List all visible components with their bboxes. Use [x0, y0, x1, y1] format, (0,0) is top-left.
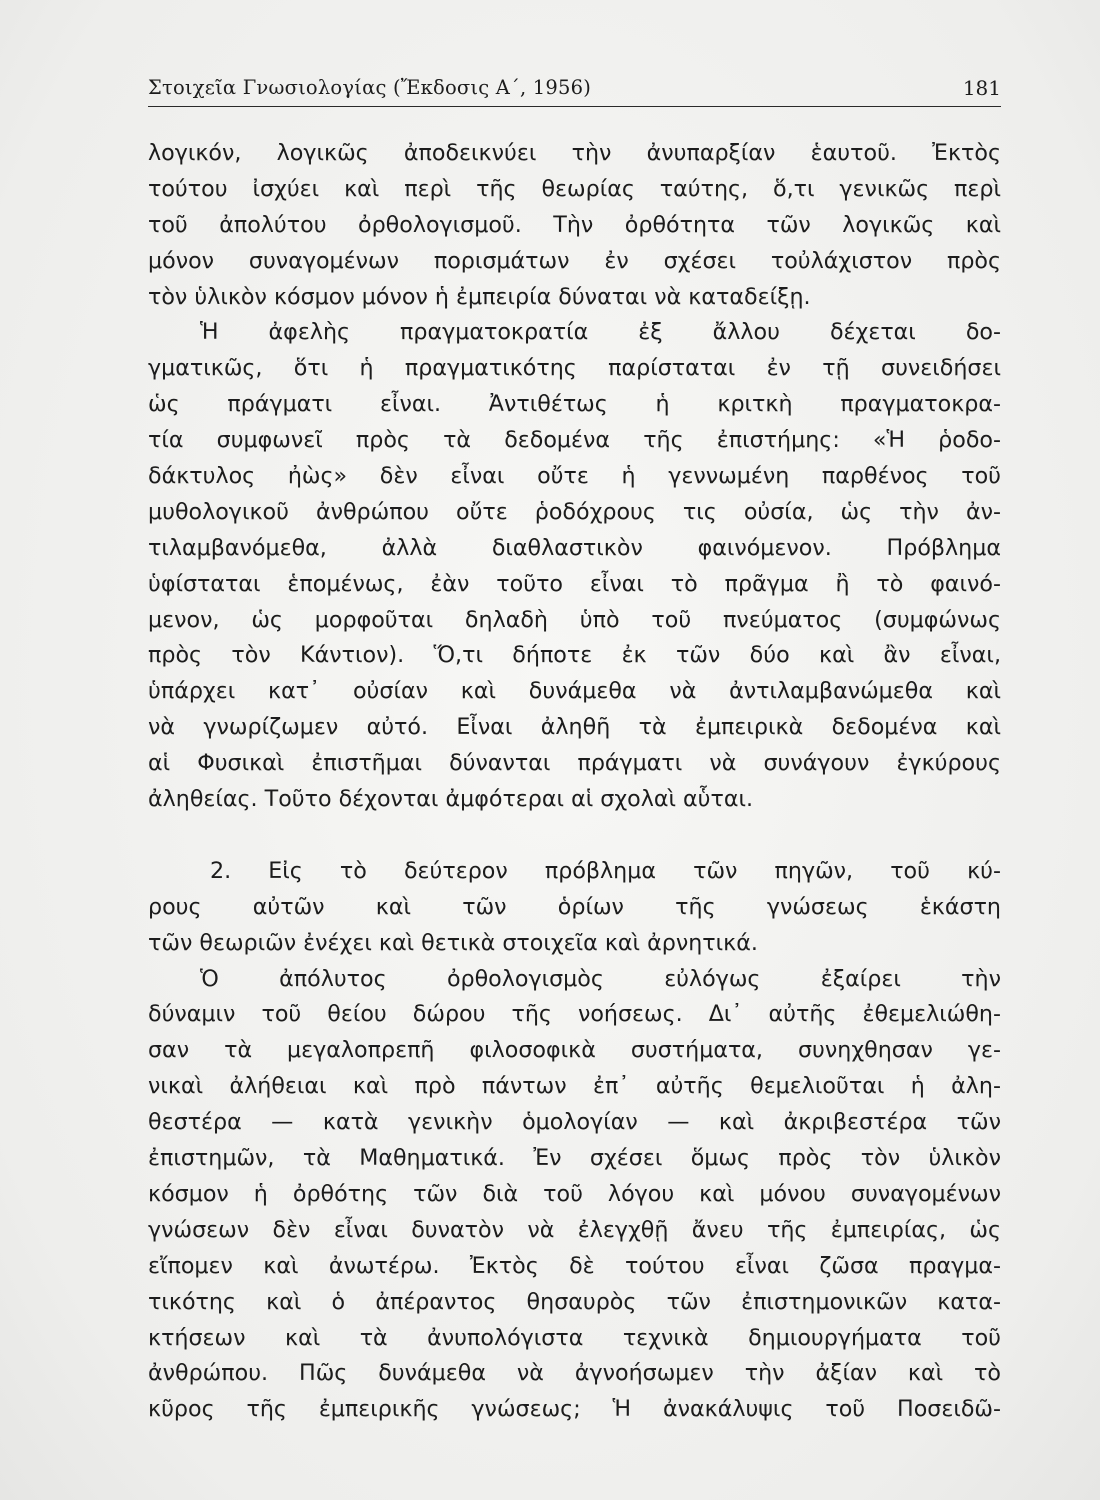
text-line: κῦρος τῆς ἐμπειρικῆς γνώσεως; Ἡ ἀνακάλυψις τοῦ Ποσειδῶ- — [148, 1396, 1001, 1423]
text-line: κόσμον ἡ ὀρθότης τῶν διὰ τοῦ λόγου καὶ μόνου συναγομένων — [148, 1180, 1001, 1207]
text-line: μενον, ὡς μορφοῦται δηλαδὴ ὑπὸ τοῦ πνεύματος (συμφώνως — [148, 606, 1001, 633]
text-line: τούτου ἰσχύει καὶ περὶ τῆς θεωρίας ταύτης, ὅ,τι γενικῶς περὶ — [148, 175, 1001, 202]
text-line: ἐπιστημῶν, τὰ Μαθηματικά. Ἐν σχέσει ὅμως πρὸς τὸν ὑλικὸν — [148, 1145, 1001, 1172]
text-line: σαν τὰ μεγαλοπρεπῆ φιλοσοφικὰ συστήματα, συνηχθησαν γε- — [148, 1037, 1001, 1064]
page-body — [148, 136, 1001, 1428]
text-line: Ἡ ἀφελὴς πραγματοκρατία ἐξ ἄλλου δέχεται δο- — [200, 319, 1001, 346]
running-header — [148, 72, 1001, 107]
text-line: ἀνθρώπου. Πῶς δυνάμεθα νὰ ἀγνοήσωμεν τὴν ἀξίαν καὶ τὸ — [148, 1360, 1001, 1387]
text-line: γνώσεων δὲν εἶναι δυνατὸν νὰ ἐλεγχθῇ ἄνευ τῆς ἐμπειρίας, ὡς — [148, 1216, 1001, 1243]
text-line: τῶν θεωριῶν ἐνέχει καὶ θετικὰ στοιχεῖα καὶ ἀρνητικά. — [148, 929, 758, 956]
text-line: θεστέρα — κατὰ γενικὴν ὁμολογίαν — καὶ ἀκριβεστέρα τῶν — [148, 1109, 1001, 1136]
text-line: Ὁ ἀπόλυτος ὀρθολογισμὸς εὐλόγως ἐξαίρει τὴν — [200, 965, 1001, 992]
text-line: τία συμφωνεῖ πρὸς τὰ δεδομένα τῆς ἐπιστήμης: «Ἡ ῥοδο- — [148, 427, 1001, 454]
text-line: εἴπομεν καὶ ἀνωτέρω. Ἐκτὸς δὲ τούτου εἶναι ζῶσα πραγμα- — [148, 1252, 1001, 1279]
text-line: κτήσεων καὶ τὰ ἀνυπολόγιστα τεχνικὰ δημιουργήματα τοῦ — [148, 1324, 1001, 1351]
text-line: νικαὶ ἀλήθειαι καὶ πρὸ πάντων ἐπ᾽ αὐτῆς θεμελιοῦται ἡ ἀλη- — [148, 1073, 1001, 1100]
text-line: νὰ γνωρίζωμεν αὐτό. Εἶναι ἀληθῆ τὰ ἐμπειρικὰ δεδομένα καὶ — [148, 714, 1001, 741]
text-line: δάκτυλος ἠὼς» δὲν εἶναι οὔτε ἡ γεννωμένη παρθένος τοῦ — [148, 463, 1001, 490]
text-line: τιλαμβανόμεθα, ἀλλὰ διαθλαστικὸν φαινόμενον. Πρόβλημα — [148, 534, 1001, 561]
text-line: πρὸς τὸν Κάντιον). Ὅ,τι δήποτε ἐκ τῶν δύο καὶ ἂν εἶναι, — [148, 642, 1001, 669]
text-line: 2. Εἰς τὸ δεύτερον πρόβλημα τῶν πηγῶν, τοῦ κύ- — [210, 857, 1001, 884]
text-line: ἀληθείας. Τοῦτο δέχονται ἀμφότεραι αἱ σχολαὶ αὗται. — [148, 786, 754, 813]
text-line: τὸν ὑλικὸν κόσμον μόνον ἡ ἐμπειρία δύναται νὰ καταδείξῃ. — [148, 283, 811, 310]
text-line: τικότης καὶ ὁ ἀπέραντος θησαυρὸς τῶν ἐπιστημονικῶν κατα- — [148, 1288, 1001, 1315]
text-line: ρους αὐτῶν καὶ τῶν ὁρίων τῆς γνώσεως ἑκάστη — [148, 893, 1001, 920]
text-line: αἱ Φυσικαὶ ἐπιστῆμαι δύνανται πράγματι νὰ συνάγουν ἐγκύρους — [148, 750, 1001, 777]
header-title: Στοιχεῖα Γνωσιολογίας (Ἔκδοσις Α΄, 1956) — [148, 76, 592, 99]
text-line: γματικῶς, ὅτι ἡ πραγματικότης παρίσταται ἐν τῇ συνειδήσει — [148, 355, 1001, 382]
text-line: δύναμιν τοῦ θείου δώρου τῆς νοήσεως. Δι᾽ αὐτῆς ἐθεμελιώθη- — [148, 1001, 1001, 1028]
paragraph-gap — [148, 818, 1001, 854]
text-line: ὡς πράγματι εἶναι. Ἀντιθέτως ἡ κριτκὴ πραγματοκρα- — [148, 391, 1001, 418]
page-number: 181 — [962, 76, 1001, 100]
text-line: λογικόν, λογικῶς ἀποδεικνύει τὴν ἀνυπαρξίαν ἑαυτοῦ. Ἐκτὸς — [148, 140, 1001, 166]
text-line: ὑφίσταται ἑπομένως, ἐὰν τοῦτο εἶναι τὸ πρᾶγμα ἢ τὸ φαινό- — [148, 570, 1001, 597]
text-line: τοῦ ἀπολύτου ὀρθολογισμοῦ. Τὴν ὀρθότητα τῶν λογικῶς καὶ — [148, 211, 1001, 238]
text-line: μυθολογικοῦ ἀνθρώπου οὔτε ῥοδόχρους τις οὐσία, ὡς τὴν ἀν- — [148, 498, 1001, 525]
text-line: μόνον συναγομένων πορισμάτων ἐν σχέσει τοὐλάχιστον πρὸς — [148, 247, 1001, 274]
text-line: ὑπάρχει κατ᾽ οὐσίαν καὶ δυνάμεθα νὰ ἀντιλαμβανώμεθα καὶ — [148, 678, 1001, 705]
